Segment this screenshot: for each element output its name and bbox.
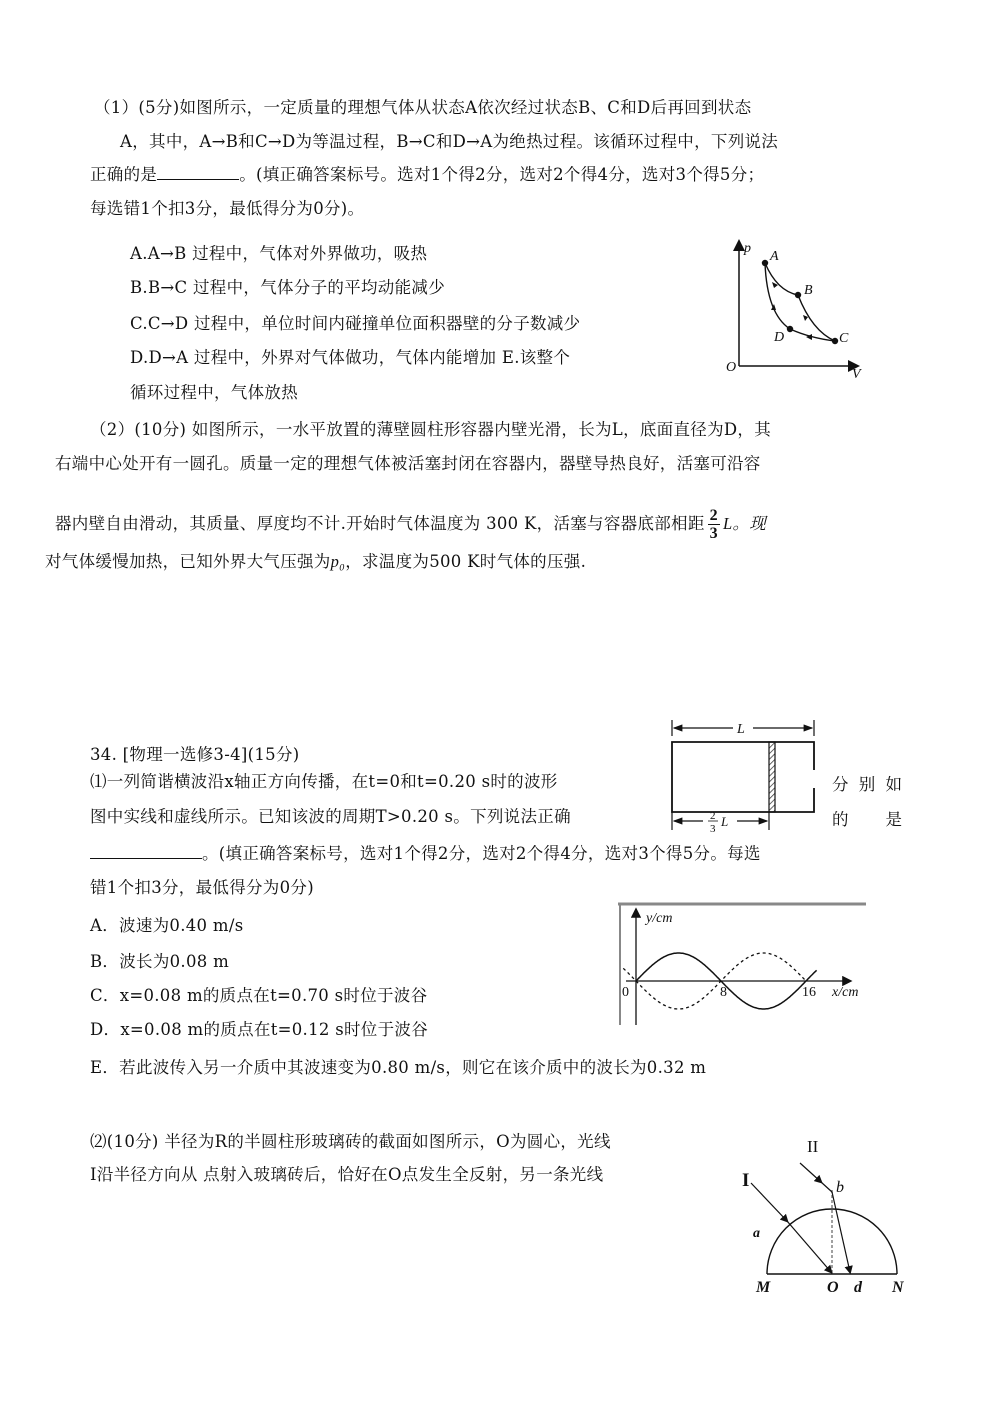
frac-var: L <box>721 814 729 829</box>
q34-right-words-2 <box>832 806 902 830</box>
ray-1-glass <box>787 1221 831 1272</box>
q33-part2-line-4a: 对气体缓慢加热，已知外界大气压强为 <box>45 552 331 571</box>
ray-1-in <box>751 1183 787 1221</box>
q33-part2-line-3b: L。现 <box>722 514 767 533</box>
option-e-cont: 循环过程中，气体放热 <box>130 383 298 402</box>
point-c <box>832 338 838 344</box>
q33-part2-line-1: （2）(10分) 如图所示，一水平放置的薄壁圆柱形容器内壁光滑，长为L，底面直径为D，其 <box>90 420 771 439</box>
tick-8: 8 <box>720 985 727 1000</box>
q34-part1-line-3b: 。(填正确答案标号，选对1个得2分，选对2个得4分，选对3个得5分。每选 <box>202 844 761 863</box>
curve-da <box>765 263 790 329</box>
q34-part1-line-3 <box>90 843 761 865</box>
q34-option-e: E．若此波传入另一介质中其波速变为0.80 m/s，则它在该介质中的波长为0.32 m <box>90 1058 707 1077</box>
q33-part1-line-3a: 正确的是 <box>90 165 158 184</box>
q34-part1-line-1: ⑴一列简谐横波沿x轴正方向传播，在t=0和t=0.20 s时的波形 <box>90 772 558 791</box>
length-label-l: L <box>737 722 745 737</box>
q34-option-b: B．波长为0.08 m <box>90 952 230 971</box>
frac-den: 3 <box>710 823 716 835</box>
word: 别 <box>858 775 876 794</box>
q33-part1-line-2: A，其中，A→B和C→D为等温过程，B→C和D→A为绝热过程。该循环过程中，下列说法 <box>120 132 779 151</box>
q34-option-d: D．x=0.08 m的质点在t=0.12 s时位于波谷 <box>90 1020 428 1039</box>
tick-0: 0 <box>622 985 629 1000</box>
q34-part1-line-2: 图中实线和虚线所示。已知该波的周期T>0.20 s。下列说法正确 <box>90 807 571 826</box>
word: 分 <box>832 775 849 794</box>
point-a-label: a <box>753 1226 760 1241</box>
point-o-label: O <box>827 1279 839 1296</box>
point-b <box>795 292 801 298</box>
q33-part1-line-3 <box>90 164 764 186</box>
label-d: D <box>774 330 785 345</box>
q33-part2-line-3 <box>55 507 766 542</box>
v-axis-label: V <box>852 367 861 382</box>
curve-ab <box>765 263 798 295</box>
point-d-label: d <box>854 1279 862 1296</box>
p0-symbol: p₀ <box>330 552 346 571</box>
point-n-label: N <box>892 1279 904 1296</box>
point-b-label: b <box>836 1179 844 1196</box>
q34-part2-line-2: I沿半径方向从 点射入玻璃砖后，恰好在O点发生全反射，另一条光线 <box>90 1165 604 1184</box>
y-axis-label: y/cm <box>646 911 673 926</box>
fraction-numerator: 2 <box>709 507 718 524</box>
answer-blank <box>90 844 202 859</box>
label-a: A <box>770 249 779 264</box>
pv-diagram <box>722 236 872 381</box>
option-b: B.B→C 过程中，气体分子的平均动能减少 <box>130 278 445 297</box>
frac-num: 2 <box>710 810 716 822</box>
q33-part1-line-4: 每选错1个扣3分，最低得分为0分)。 <box>90 199 365 218</box>
answer-blank <box>157 165 239 180</box>
q34-option-a: A．波速为0.40 m/s <box>90 916 244 935</box>
option-d-e: D.D→A 过程中，外界对气体做功，气体内能增加 E.该整个 <box>130 348 571 367</box>
cylinder-diagram <box>663 718 828 838</box>
ray-2-in <box>800 1163 821 1182</box>
q33-part1-line-1: （1）(5分)如图所示，一定质量的理想气体从状态A依次经过状态B、C和D后再回到状态 <box>94 98 752 117</box>
piston <box>769 742 775 812</box>
q34-header: 34. [物理一选修3-4](15分) <box>90 745 300 764</box>
fraction-denominator: 3 <box>709 525 718 542</box>
fraction-two-thirds <box>708 507 720 542</box>
ray-2-label: II <box>807 1137 819 1156</box>
container-wall <box>672 742 814 812</box>
q33-part2-line-3a: 器内壁自由滑动，其质量、厚度均不计.开始时气体温度为 300 K，活塞与容器底部相距 <box>55 514 705 533</box>
origin-label: O <box>726 360 737 375</box>
word: 是 <box>885 810 902 829</box>
q33-part2-line-2: 右端中心处开有一圆孔。质量一定的理想气体被活塞封闭在容器内，器壁导热良好，活塞可沿容 <box>55 454 761 473</box>
point-d <box>787 326 793 332</box>
arrow-bc-icon <box>803 315 808 321</box>
q34-option-c: C．x=0.08 m的质点在t=0.70 s时位于波谷 <box>90 986 428 1005</box>
q33-part2-line-4b: ，求温度为500 K时气体的压强. <box>345 552 587 571</box>
word: 如 <box>885 775 902 794</box>
q34-right-words-1 <box>832 771 902 795</box>
q34-part2-line-1: ⑵(10分) 半径为R的半圆柱形玻璃砖的截面如图所示，O为圆心，光线 <box>90 1132 611 1151</box>
word: 的 <box>832 810 849 829</box>
option-c: C.C→D 过程中，单位时间内碰撞单位面积器壁的分子数减少 <box>130 314 581 333</box>
label-c: C <box>839 331 849 346</box>
curve-cd <box>790 329 835 341</box>
p-axis-label: p <box>744 241 751 256</box>
q33-part2-line-4 <box>45 551 586 573</box>
label-b: B <box>804 283 813 298</box>
semicircle-glass-diagram <box>735 1130 920 1300</box>
point-a <box>762 260 768 266</box>
x-axis-label: x/cm <box>832 985 859 1000</box>
ray-2-glass <box>832 1192 850 1272</box>
tick-16: 16 <box>802 985 816 1000</box>
point-m-label: M <box>756 1279 771 1296</box>
wave-diagram <box>618 900 868 1027</box>
option-a: A.A→B 过程中，气体对外界做功，吸热 <box>130 244 428 263</box>
q34-part1-line-4: 错1个扣3分，最低得分为0分) <box>90 878 314 897</box>
ray-1-label: I <box>742 1170 750 1191</box>
q33-part1-line-3b: 。(填正确答案标号。选对1个得2分，选对2个得4分，选对3个得5分； <box>239 165 765 184</box>
